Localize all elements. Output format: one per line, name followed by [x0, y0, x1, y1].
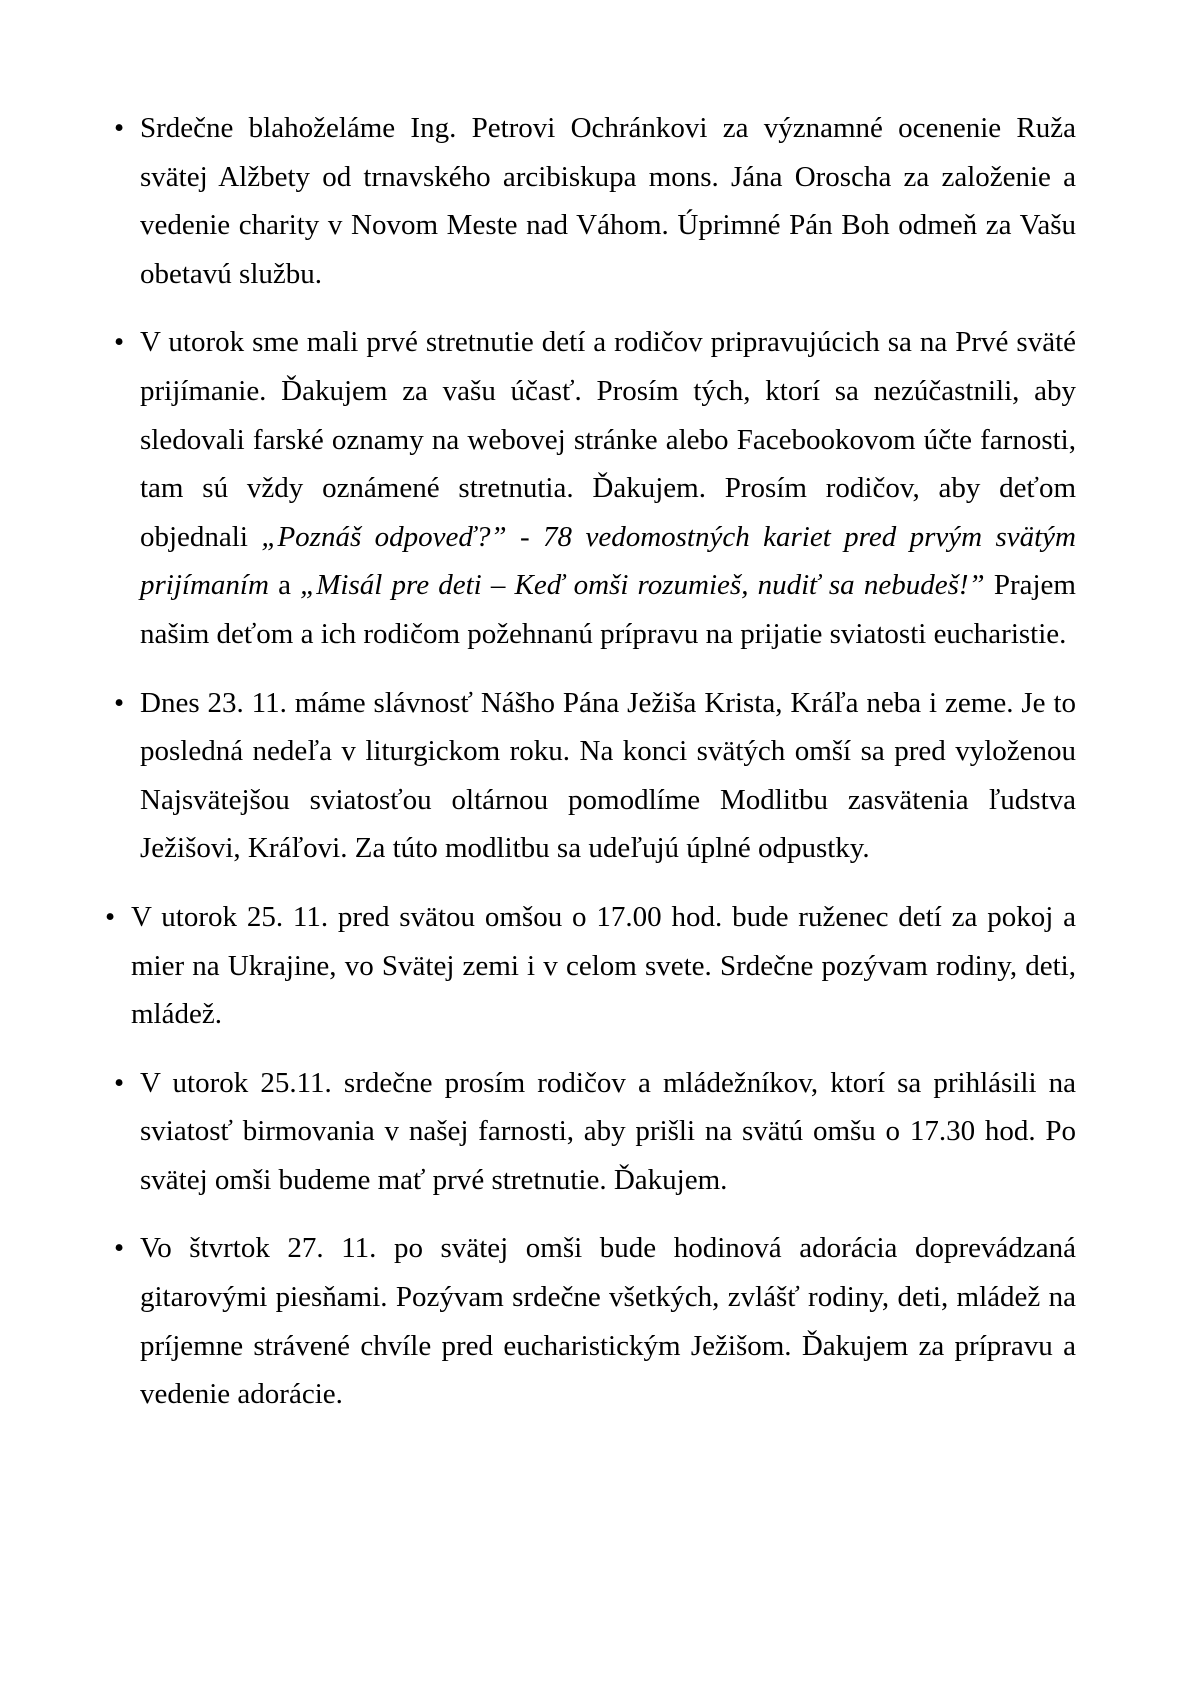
announcement-item	[112, 1224, 1076, 1418]
bullet-icon: •	[114, 1232, 125, 1265]
announcement-segment: Vo štvrtok 27. 11. po svätej omši bude hodinová adorácia doprevádzaná gitarovými piesňami. Pozývam srdečne všetkých, zvlášť rodiny, deti, mládež na príjemne strávené chvíle pred eucharistickým Ježišom. Ďakujem za prípravu a vedenie adorácie.	[140, 1232, 1076, 1411]
announcement-item	[112, 104, 1076, 298]
bullet-icon: •	[105, 900, 116, 933]
announcement-item	[112, 679, 1076, 873]
announcement-segment: Prajem našim deťom a ich rodičom požehnanú prípravu na prijatie sviatosti eucharistie.	[140, 569, 1076, 650]
announcement-text	[140, 687, 1076, 865]
announcement-segment: V utorok 25.11. srdečne prosím rodičov a mládežníkov, ktorí sa prihlásili na sviatosť birmovania v našej farnosti, aby prišli na svätú omšu o 17.30 hod. Po svätej omši budeme mať prvé stretnutie. Ďakujem.	[140, 1066, 1076, 1196]
announcement-item	[112, 1059, 1076, 1205]
announcement-text	[131, 901, 1076, 1030]
announcement-segment: V utorok sme mali prvé stretnutie detí a rodičov pripravujúcich sa na Prvé sväté prijímanie. Ďakujem za vašu účasť. Prosím tých, ktorí sa nezúčastnili, aby sledovali farské oznamy na webovej stránke alebo Facebookovom účte farnosti, tam sú vždy oznámené stretnutia. Ďakujem. Prosím rodičov, aby deťom objednali	[140, 326, 1076, 553]
bullet-icon: •	[114, 326, 125, 359]
announcement-list	[105, 104, 1076, 1419]
announcement-text	[140, 1067, 1076, 1196]
bullet-icon: •	[114, 686, 125, 719]
announcement-segment: Dnes 23. 11. máme slávnosť Nášho Pána Ježiša Krista, Kráľa neba i zeme. Je to posledná nedeľa v liturgickom roku. Na konci svätých omší sa pred vyloženou Najsvätejšou sviatosťou oltárnou pomodlíme Modlitbu zasvätenia ľudstva Ježišovi, Kráľovi. Za túto modlitbu sa udeľujú úplné odpustky.	[140, 686, 1076, 865]
announcement-segment: Srdečne blahoželáme Ing. Petrovi Ochránkovi za významné ocenenie Ruža svätej Alžbety od trnavského arcibiskupa mons. Jána Oroscha za založenie a vedenie charity v Novom Meste nad Váhom. Úprimné Pán Boh odmeň za Vašu obetavú službu.	[140, 112, 1076, 290]
announcement-text	[140, 326, 1076, 650]
bullet-icon: •	[114, 112, 125, 144]
announcement-segment: a	[268, 569, 301, 602]
announcement-segment-italic: „Misál pre deti – Keď omši rozumieš, nudiť sa nebudeš!”	[300, 569, 985, 602]
announcement-item	[112, 318, 1076, 658]
announcement-text	[140, 1232, 1076, 1410]
announcement-item	[103, 893, 1076, 1039]
announcement-segment: V utorok 25. 11. pred svätou omšou o 17.00 hod. bude ruženec detí za pokoj a mier na Ukrajine, vo Svätej zemi i v celom svete. Srdečne pozývam rodiny, deti, mládež.	[131, 900, 1076, 1031]
announcement-text	[140, 112, 1076, 290]
announcement-segment-italic: „Poznáš odpoveď?” - 78 vedomostných kariet pred prvým svätým prijímaním	[140, 520, 1076, 602]
bullet-icon: •	[114, 1066, 125, 1099]
